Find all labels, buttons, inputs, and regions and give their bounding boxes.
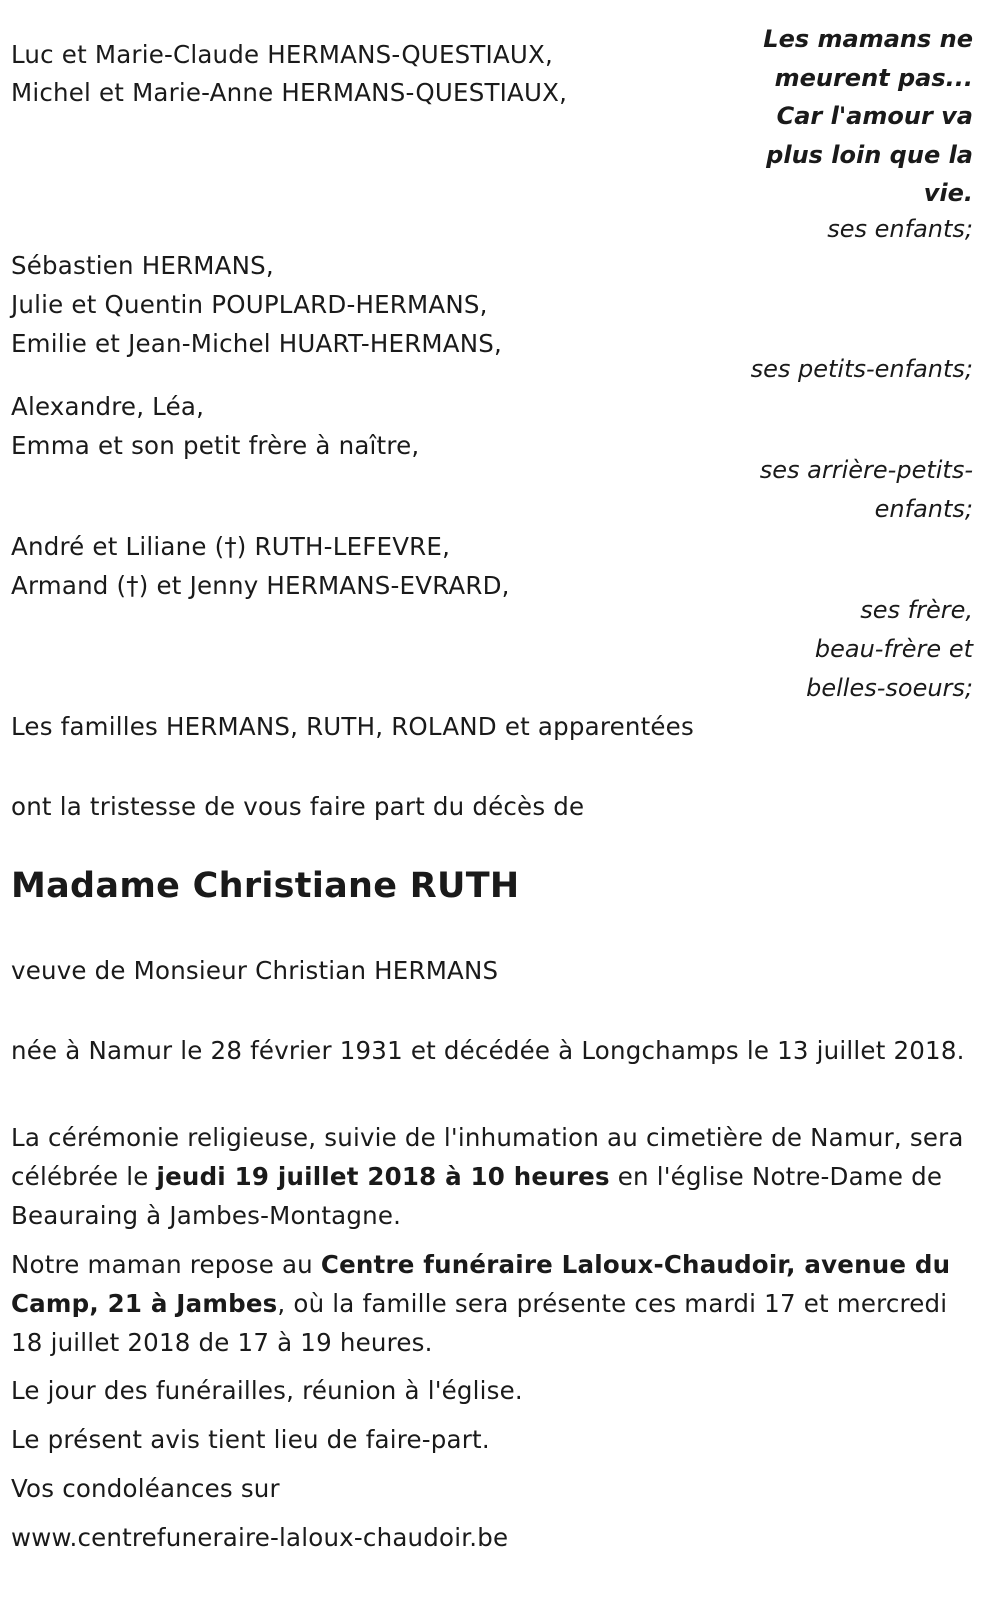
siblings-line-2: Armand (†) et Jenny HERMANS-EVRARD,	[11, 571, 510, 600]
ceremony-text-start: La cérémonie religieuse, suivie de l'inhumation au cimetière de Namur, sera célébrée le	[11, 1123, 964, 1191]
announcement: ont la tristesse de vous faire part du décès de	[11, 792, 585, 821]
rest-text-start: Notre maman repose au	[11, 1250, 321, 1279]
widow-of: veuve de Monsieur Christian HERMANS	[11, 956, 499, 985]
great-grandchildren-line-1: Alexandre, Léa,	[11, 392, 205, 421]
quote: Les mamans ne meurent pas... Car l'amour va plus loin que la vie.	[763, 25, 973, 207]
birth-death: née à Namur le 28 février 1931 et décédée à Longchamps le 13 juillet 2018.	[11, 1036, 965, 1065]
children-line-2: Michel et Marie-Anne HERMANS-QUESTIAUX,	[11, 78, 568, 107]
families-line: Les familles HERMANS, RUTH, ROLAND et apparentées	[11, 712, 694, 741]
website-link[interactable]: www.centrefuneraire-laloux-chaudoir.be	[11, 1523, 509, 1552]
grandchildren-relation: ses petits-enfants;	[750, 355, 973, 383]
children-line-1: Luc et Marie-Claude HERMANS-QUESTIAUX,	[11, 40, 554, 69]
funeral-day: Le jour des funérailles, réunion à l'église.	[11, 1376, 523, 1405]
grandchildren-line-1: Sébastien HERMANS,	[11, 251, 274, 280]
great-grandchildren-line-2: Emma et son petit frère à naître,	[11, 431, 420, 460]
rest-location: Centre funéraire Laloux-Chaudoir, avenue du Camp, 21 à Jambes	[11, 1250, 951, 1318]
rest-paragraph	[11, 1245, 971, 1362]
rest-text-end: , où la famille sera présente ces mardi 17 et mercredi 18 juillet 2018 de 17 à 19 heures.	[11, 1289, 948, 1357]
siblings-relation-1: ses frère,	[860, 596, 973, 624]
children-relation: ses enfants;	[827, 215, 973, 243]
ceremony-date: jeudi 19 juillet 2018 à 10 heures	[156, 1162, 610, 1191]
grandchildren-line-3: Emilie et Jean-Michel HUART-HERMANS,	[11, 329, 502, 358]
great-grandchildren-relation-1: ses arrière-petits-	[759, 456, 973, 484]
condolences-label: Vos condoléances sur	[11, 1474, 280, 1503]
siblings-relation-2: beau-frère et	[814, 635, 973, 663]
grandchildren-line-2: Julie et Quentin POUPLARD-HERMANS,	[11, 290, 488, 319]
siblings-line-1: André et Liliane (†) RUTH-LEFEVRE,	[11, 532, 451, 561]
ceremony-text-end: en l'église Notre-Dame de Beauraing à Jambes-Montagne.	[11, 1162, 943, 1230]
deceased-name: Madame Christiane RUTH	[11, 866, 520, 906]
ceremony-paragraph	[11, 1118, 971, 1235]
great-grandchildren-relation-2: enfants;	[874, 495, 973, 523]
notice-line: Le présent avis tient lieu de faire-part.	[11, 1425, 490, 1454]
siblings-relation-3: belles-soeurs;	[806, 674, 973, 702]
